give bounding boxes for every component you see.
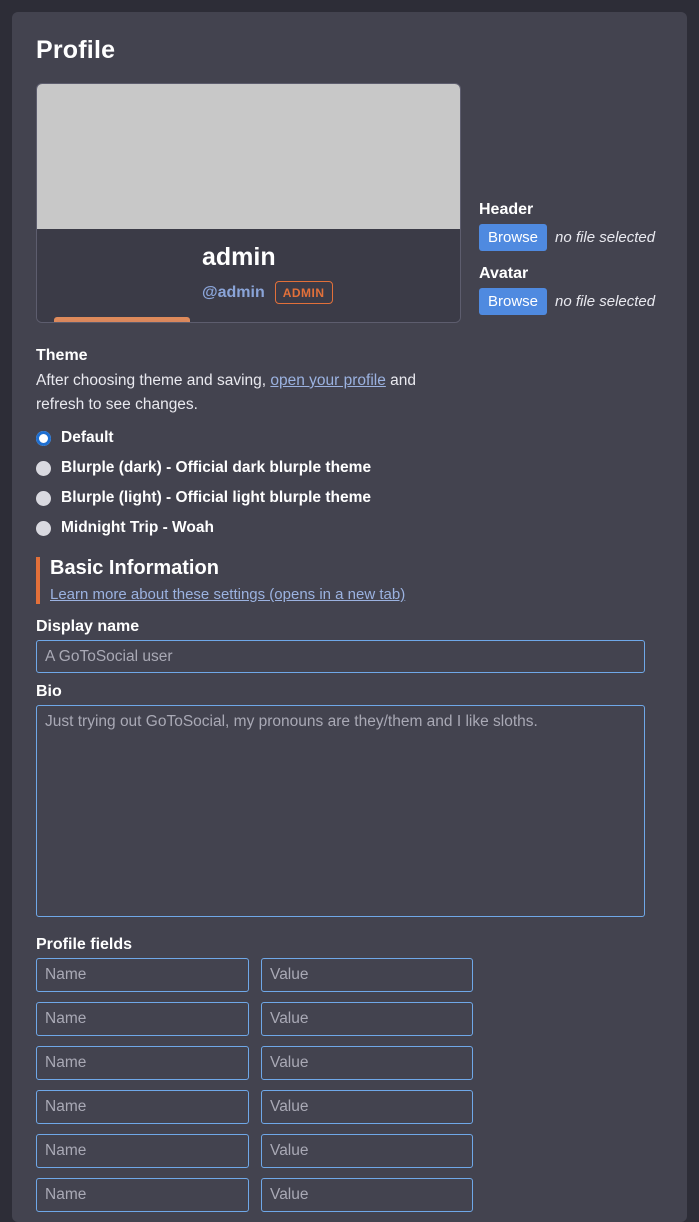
profile-field-name-wrap xyxy=(36,1134,249,1168)
profile-field-value-wrap xyxy=(261,1134,473,1168)
avatar-browse-button[interactable]: Browse xyxy=(479,288,547,315)
display-name-input[interactable] xyxy=(36,640,645,673)
open-your-profile-link[interactable]: open your profile xyxy=(270,372,386,389)
profile-preview-card xyxy=(36,83,461,323)
profile-field-name-input[interactable] xyxy=(36,1046,249,1080)
avatar-file-status: no file selected xyxy=(555,293,656,310)
profile-field-value-wrap xyxy=(261,1002,473,1036)
theme-description-before: After choosing theme and saving, xyxy=(36,372,271,389)
profile-field-name-input[interactable] xyxy=(36,958,249,992)
theme-option-blurple-light[interactable] xyxy=(36,489,663,507)
profile-field-row xyxy=(36,958,663,992)
avatar-image-preview xyxy=(54,317,190,323)
sloth-avatar-icon xyxy=(57,320,187,323)
preview-handle[interactable]: @admin xyxy=(202,283,265,301)
profile-card-body xyxy=(37,229,460,322)
preview-handle-row xyxy=(202,281,460,304)
theme-option-label: Midnight Trip - Woah xyxy=(61,519,214,537)
theme-description-after: and refresh to see changes. xyxy=(36,372,417,414)
header-upload-row xyxy=(479,224,655,251)
file-upload-column xyxy=(479,83,655,329)
profile-field-value-input[interactable] xyxy=(261,1002,473,1036)
profile-field-name-wrap xyxy=(36,1046,249,1080)
profile-field-name-input[interactable] xyxy=(36,1134,249,1168)
profile-field-row xyxy=(36,1134,663,1168)
theme-description xyxy=(36,369,466,417)
basic-information-header xyxy=(36,557,663,604)
header-upload-label: Header xyxy=(479,201,534,218)
basic-information-title: Basic Information xyxy=(50,557,219,580)
profile-fields-label: Profile fields xyxy=(36,936,133,954)
page-title: Profile xyxy=(36,36,116,64)
profile-settings-panel xyxy=(12,12,687,1222)
radio-icon[interactable] xyxy=(36,521,51,536)
theme-option-midnight-trip[interactable] xyxy=(36,519,663,537)
preview-display-name: admin xyxy=(202,243,276,271)
profile-field-name-input[interactable] xyxy=(36,1090,249,1124)
profile-field-value-input[interactable] xyxy=(261,1134,473,1168)
theme-option-label: Default xyxy=(61,429,114,447)
avatar-upload-row xyxy=(479,288,655,315)
profile-field-value-wrap xyxy=(261,1090,473,1124)
bio-textarea[interactable] xyxy=(36,705,645,917)
theme-option-label: Blurple (light) - Official light blurple theme xyxy=(61,489,371,507)
theme-option-blurple-dark[interactable] xyxy=(36,459,663,477)
theme-option-label: Blurple (dark) - Official dark blurple theme xyxy=(61,459,372,477)
header-image-preview xyxy=(37,84,460,229)
spacer xyxy=(36,673,663,683)
header-browse-button[interactable]: Browse xyxy=(479,224,547,251)
theme-label: Theme xyxy=(36,347,88,364)
profile-field-value-wrap xyxy=(261,1046,473,1080)
role-badge: ADMIN xyxy=(275,281,333,304)
profile-field-value-input[interactable] xyxy=(261,1046,473,1080)
profile-field-value-wrap xyxy=(261,958,473,992)
profile-field-name-wrap xyxy=(36,958,249,992)
profile-field-name-input[interactable] xyxy=(36,1002,249,1036)
theme-option-default[interactable] xyxy=(36,429,663,447)
profile-preview-row xyxy=(36,83,663,329)
profile-field-row xyxy=(36,1002,663,1036)
profile-field-row xyxy=(36,1090,663,1124)
profile-field-name-wrap xyxy=(36,1002,249,1036)
header-file-status: no file selected xyxy=(555,229,656,246)
radio-icon[interactable] xyxy=(36,461,51,476)
profile-field-value-input[interactable] xyxy=(261,958,473,992)
avatar-upload-label: Avatar xyxy=(479,265,529,282)
profile-field-name-wrap xyxy=(36,1090,249,1124)
radio-icon[interactable] xyxy=(36,431,51,446)
display-name-label: Display name xyxy=(36,618,140,636)
radio-icon[interactable] xyxy=(36,491,51,506)
profile-field-row xyxy=(36,1046,663,1080)
profile-field-value-input[interactable] xyxy=(261,1090,473,1124)
basic-information-help-link[interactable]: Learn more about these settings (opens in a new tab) xyxy=(50,586,406,604)
bio-label: Bio xyxy=(36,683,62,701)
